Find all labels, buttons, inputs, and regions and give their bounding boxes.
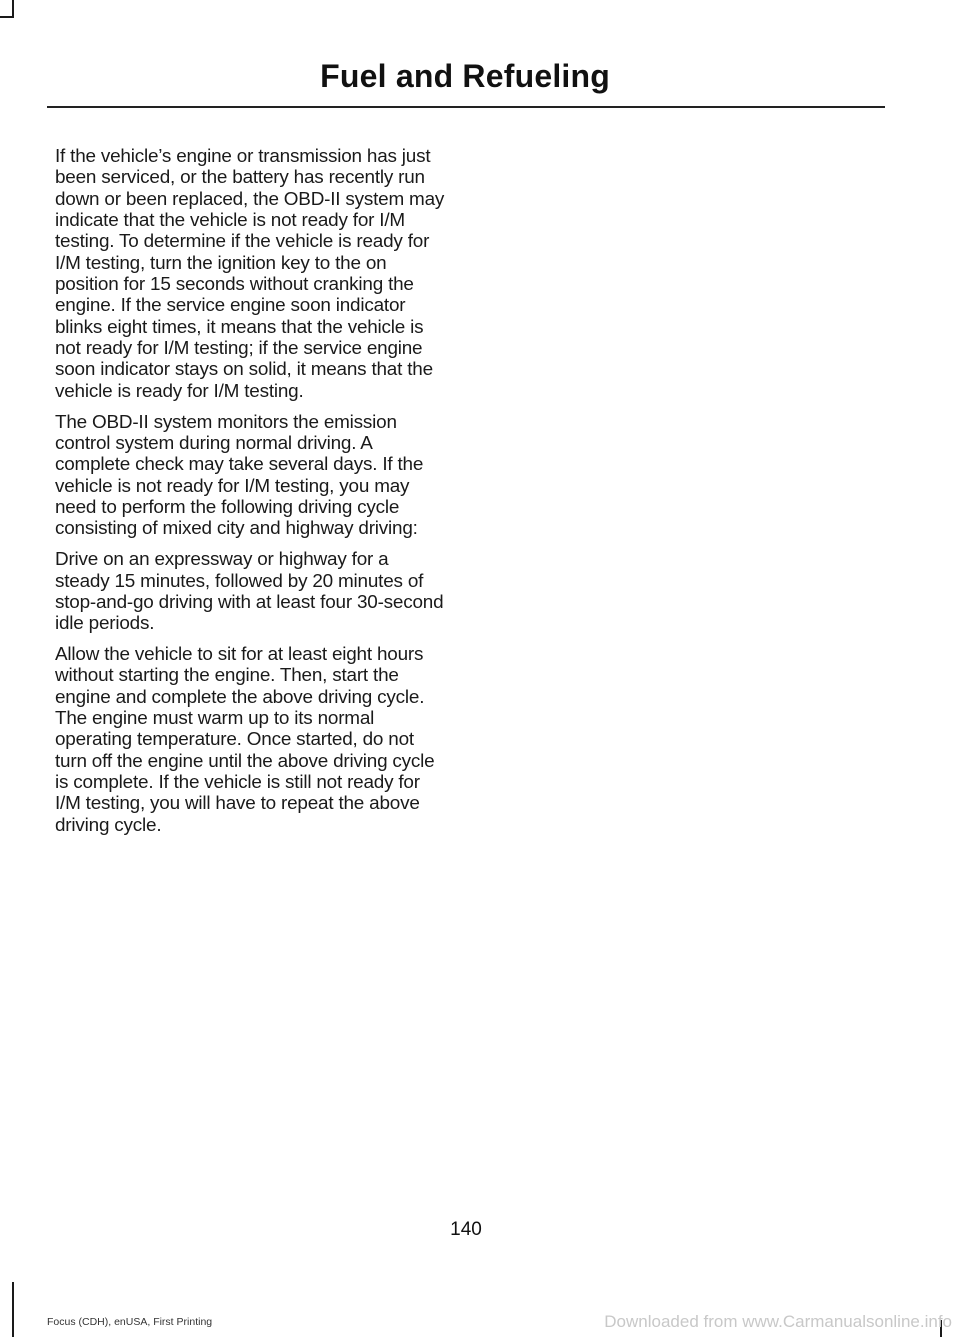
paragraph-obd-monitoring: The OBD-II system monitors the emission control system during normal driving. A complete check may take several days. If the vehicle is not ready for I/M testing, you may need to perform the following driving cycle consisting of mixed city and highway driving: <box>55 411 424 540</box>
paragraph-highway-drive: Drive on an expressway or highway for a steady 15 minutes, followed by 20 minutes of stop-and-go driving with at least four 30-second idle periods. <box>55 549 444 635</box>
crop-mark-top-left-vertical <box>12 0 14 17</box>
page-title: Fuel and Refueling <box>320 58 610 94</box>
crop-mark-bottom-left <box>12 1282 14 1337</box>
paragraph-repeat-cycle: Allow the vehicle to sit for at least eight hours without starting the engine. Then, start the engine and complete the above driving cycle. The engine must warm up to its normal operating temperature. Once started, do not turn off the engine until the above driving cycle is complete. If the vehicle is still not ready for I/M testing, you will have to repeat the above driving cycle. <box>55 644 435 836</box>
page-number: 140 <box>450 1219 482 1240</box>
header-divider <box>47 106 885 108</box>
footer-edition: Focus (CDH), enUSA, First Printing <box>47 1316 213 1328</box>
paragraph-readiness-check: If the vehicle’s engine or transmission has just been serviced, or the battery has recently run down or been replaced, the OBD-II system may indicate that the vehicle is not ready for I/M testing. To determine if the vehicle is ready for I/M testing, turn the ignition key to the on position for 15 seconds without cranking the engine. If the service engine soon indicator blinks eight times, it means that the vehicle is not ready for I/M testing; if the service engine soon indicator stays on solid, it means that the vehicle is ready for I/M testing. <box>55 146 445 402</box>
watermark: Downloaded from www.Carmanualsonline.info <box>604 1312 952 1331</box>
body-text <box>55 146 447 846</box>
crop-mark-top-left-horizontal <box>0 16 14 18</box>
